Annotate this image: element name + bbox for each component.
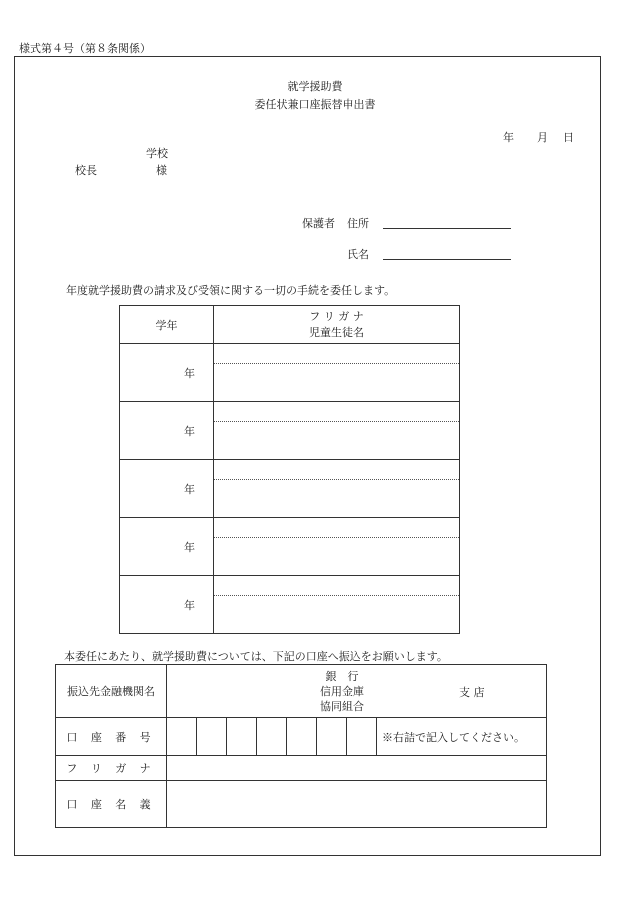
account-digit-box[interactable] — [347, 718, 377, 756]
principal-label: 校長 — [75, 164, 97, 177]
account-number-note: ※右詰で記入してください。 — [377, 718, 547, 756]
account-digit-box[interactable] — [257, 718, 287, 756]
address-label: 住所 — [347, 217, 369, 230]
account-holder-field[interactable] — [167, 781, 547, 828]
student-name-cell[interactable] — [214, 344, 460, 402]
account-number-label-text: 口 座 番 号 — [66, 730, 156, 744]
student-table — [119, 305, 460, 634]
student-name-header — [214, 306, 460, 344]
transfer-text: 本委任にあたり、就学援助費については、下記の口座へ振込をお願いします。 — [64, 650, 448, 663]
bank-type-bank: 銀 行 — [325, 670, 359, 683]
address-field-line[interactable] — [383, 228, 511, 229]
furigana-label-text: フ リ ガ ナ — [66, 762, 156, 775]
account-digit-box[interactable] — [167, 718, 197, 756]
student-row — [120, 576, 460, 634]
bank-type-shinkin: 信用金庫 — [320, 685, 364, 698]
account-digit-box[interactable] — [227, 718, 257, 756]
bank-type-options — [307, 669, 377, 714]
student-row — [120, 518, 460, 576]
account-holder-label-text: 口 座 名 義 — [66, 798, 156, 811]
delegation-text: 年度就学援助費の請求及び受領に関する一切の手続を委任します。 — [66, 284, 396, 297]
name-field[interactable] — [214, 364, 459, 401]
guardian-label: 保護者 — [302, 217, 335, 230]
school-label: 学校 — [146, 147, 168, 160]
date-month-label: 月 — [537, 131, 548, 144]
institution-label: 振込先金融機関名 — [56, 665, 167, 718]
furigana-field[interactable] — [214, 402, 459, 422]
furigana-field[interactable] — [214, 460, 459, 480]
furigana-field[interactable] — [214, 344, 459, 364]
student-row — [120, 460, 460, 518]
date-year-label: 年 — [503, 131, 514, 144]
grade-cell[interactable]: 年 — [120, 460, 214, 518]
form-number: 様式第４号（第８条関係） — [19, 42, 151, 55]
name-field[interactable] — [214, 422, 459, 459]
account-digit-box[interactable] — [317, 718, 347, 756]
student-name-cell[interactable] — [214, 518, 460, 576]
furigana-label — [56, 756, 167, 781]
name-field[interactable] — [214, 596, 459, 633]
furigana-header: フ リ ガ ナ — [309, 309, 364, 323]
form-title-line2: 委任状兼口座振替申出書 — [254, 98, 376, 111]
student-row — [120, 344, 460, 402]
grade-cell[interactable]: 年 — [120, 576, 214, 634]
grade-cell[interactable]: 年 — [120, 518, 214, 576]
date-day-label: 日 — [563, 131, 574, 144]
student-name-cell[interactable] — [214, 402, 460, 460]
grade-cell[interactable]: 年 — [120, 402, 214, 460]
student-row — [120, 402, 460, 460]
account-digit-box[interactable] — [287, 718, 317, 756]
name-field-line[interactable] — [383, 259, 511, 260]
account-number-label — [56, 718, 167, 756]
name-field[interactable] — [214, 538, 459, 575]
student-name-cell[interactable] — [214, 576, 460, 634]
grade-header: 学年 — [120, 306, 214, 344]
branch-label: 支 店 — [459, 686, 485, 699]
account-holder-label — [56, 781, 167, 828]
grade-cell[interactable]: 年 — [120, 344, 214, 402]
student-name-cell[interactable] — [214, 460, 460, 518]
name-label: 氏名 — [347, 248, 369, 261]
account-digit-box[interactable] — [197, 718, 227, 756]
furigana-field[interactable] — [214, 576, 459, 596]
form-title-line1: 就学援助費 — [287, 80, 343, 93]
institution-field[interactable] — [167, 665, 547, 718]
account-furigana-field[interactable] — [167, 756, 547, 781]
honorific-label: 様 — [156, 164, 167, 177]
bank-type-cooperative: 協同組合 — [320, 700, 364, 713]
name-field[interactable] — [214, 480, 459, 517]
furigana-field[interactable] — [214, 518, 459, 538]
name-header: 児童生徒名 — [309, 325, 364, 339]
bank-table — [55, 664, 547, 828]
